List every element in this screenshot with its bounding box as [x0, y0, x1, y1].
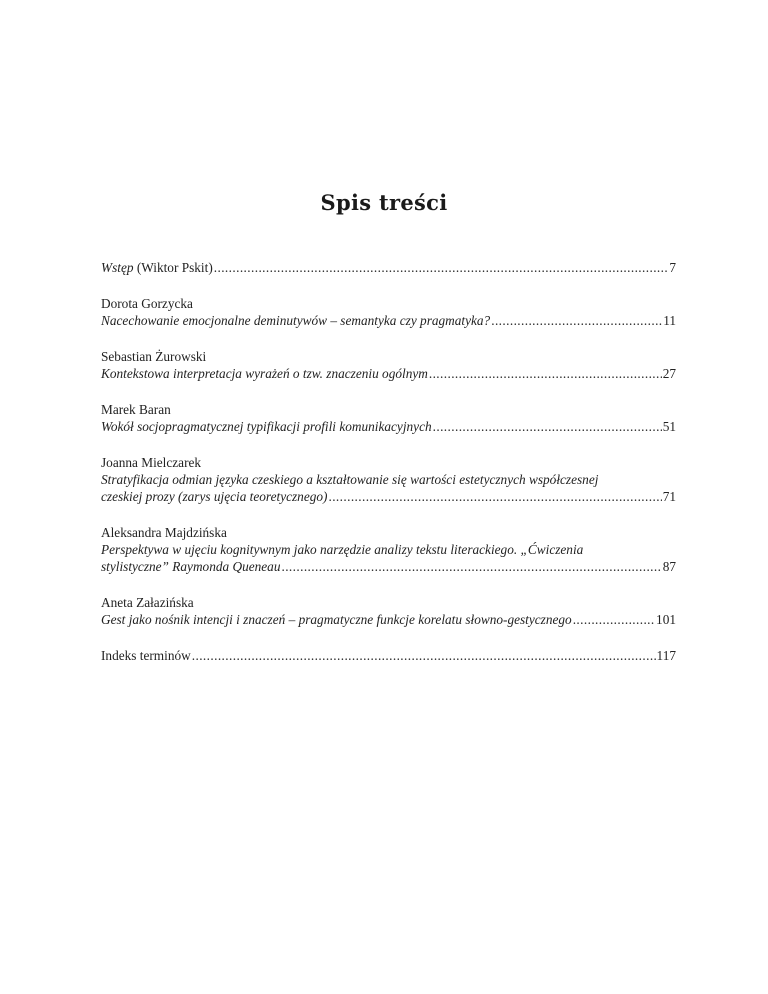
table-of-contents — [101, 259, 676, 664]
toc-line — [101, 647, 676, 664]
entry-author: Sebastian Żurowski — [101, 349, 207, 364]
page-number: 7 — [669, 260, 676, 275]
page-number: 87 — [662, 559, 676, 574]
intro-author: (Wiktor Pskit) — [136, 260, 213, 275]
entry-author: Aneta Załazińska — [101, 595, 194, 610]
page-number: 11 — [663, 313, 676, 328]
entry-author: Marek Baran — [101, 402, 171, 417]
page-number: 101 — [656, 612, 676, 627]
dot-leader — [491, 312, 662, 329]
toc-entry[interactable] — [101, 454, 676, 505]
toc-entry[interactable] — [101, 295, 676, 329]
page-number: 27 — [662, 366, 676, 381]
page-number: 71 — [662, 489, 676, 504]
entry-title: Nacechowanie emocjonalne deminutywów – semantyka czy pragmatyka? — [101, 313, 491, 328]
entry-author: Joanna Mielczarek — [101, 455, 202, 470]
toc-line — [101, 488, 676, 505]
toc-entry[interactable] — [101, 401, 676, 435]
toc-entry[interactable] — [101, 594, 676, 628]
index-title: Indeks terminów — [101, 648, 191, 663]
entry-title: Wokół socjopragmatycznej typifikacji profili komunikacyjnych — [101, 419, 432, 434]
dot-leader — [328, 488, 661, 505]
toc-title — [101, 259, 213, 276]
entry-title-line: Perspektywa w ujęciu kognitywnym jako narzędzie analizy tekstu literackiego. „Ćwiczenia — [101, 542, 584, 557]
toc-entry-intro[interactable] — [101, 259, 676, 276]
dot-leader — [433, 418, 662, 435]
dot-leader — [429, 365, 662, 382]
entry-title: Gest jako nośnik intencji i znaczeń – pragmatyczne funkcje korelatu słowno-gestycznego — [101, 612, 572, 627]
entry-title: stylistyczne” Raymonda Queneau — [101, 559, 281, 574]
entry-title: Kontekstowa interpretacja wyrażeń o tzw. znaczeniu ogólnym — [101, 366, 428, 381]
page-number: 117 — [656, 648, 676, 663]
toc-line — [101, 611, 676, 628]
entry-author: Aleksandra Majdzińska — [101, 525, 227, 540]
toc-entry[interactable] — [101, 524, 676, 575]
toc-line — [101, 418, 676, 435]
toc-line — [101, 312, 676, 329]
toc-line — [101, 259, 676, 276]
toc-line — [101, 365, 676, 382]
dot-leader — [192, 647, 656, 664]
entry-author: Dorota Gorzycka — [101, 296, 193, 311]
entry-title-line: Stratyfikacja odmian języka czeskiego a kształtowanie się wartości estetycznych współczesnej — [101, 472, 599, 487]
entry-title: czeskiej prozy (zarys ujęcia teoretycznego) — [101, 489, 328, 504]
dot-leader — [214, 259, 669, 276]
page-number: 51 — [662, 419, 676, 434]
dot-leader — [573, 611, 655, 628]
page-title: Spis treści — [320, 190, 448, 215]
dot-leader — [281, 558, 661, 575]
intro-title: Wstęp — [101, 260, 134, 275]
toc-line — [101, 558, 676, 575]
toc-entry-index[interactable] — [101, 647, 676, 664]
toc-entry[interactable] — [101, 348, 676, 382]
